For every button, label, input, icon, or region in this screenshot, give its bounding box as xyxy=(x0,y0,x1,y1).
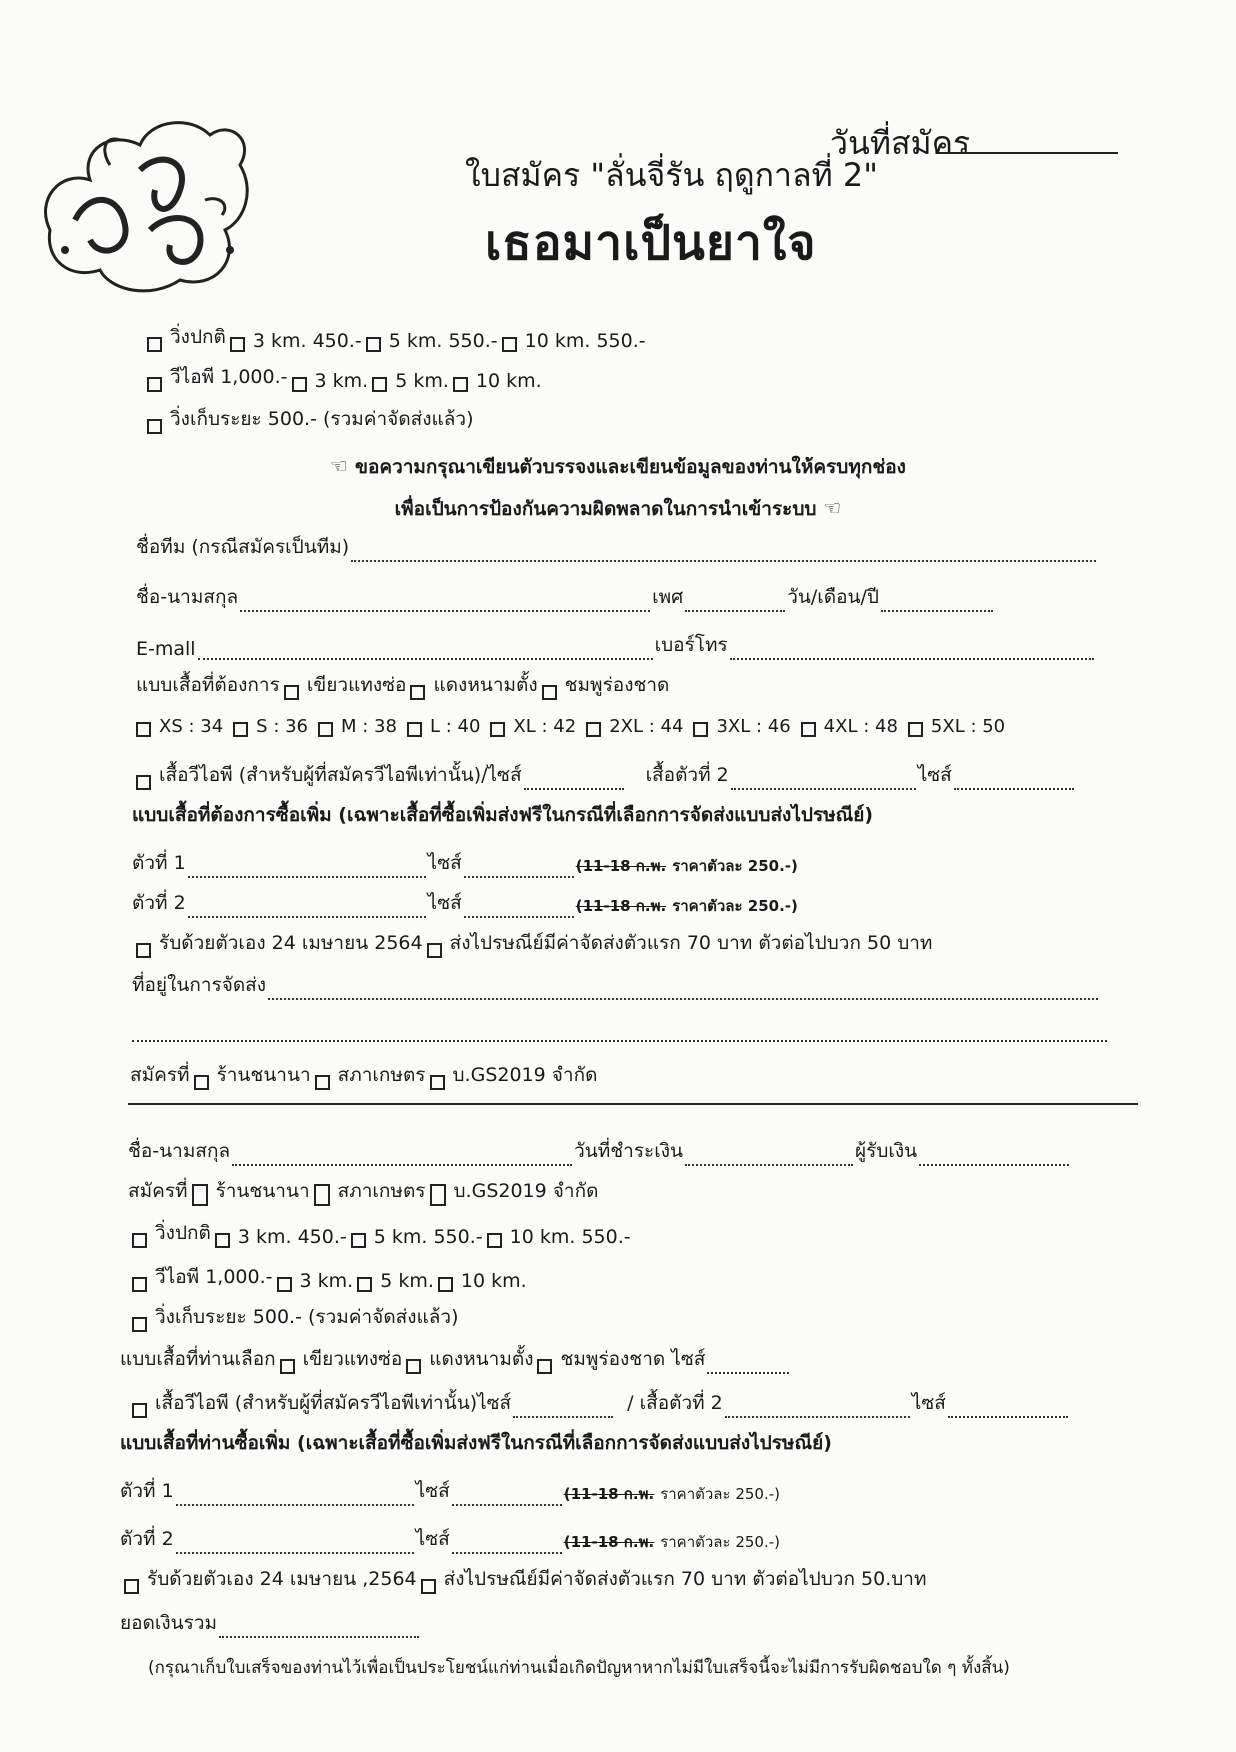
instruction-line2 xyxy=(0,494,1236,524)
receipt-normal-run-checkbox[interactable] xyxy=(132,1233,147,1248)
virtual-run-checkbox[interactable] xyxy=(147,419,162,434)
receipt-vip-km10-label: 10 km. xyxy=(460,1270,527,1292)
vip-shirt-label: เสื้อวีไอพี (สำหรับผู้ที่สมัครวีไอพีเท่านั้น)/ไซส์ xyxy=(159,764,522,786)
extra-item1-label: ตัวที่ 1 xyxy=(132,852,186,874)
receipt-virtual-label: วิ่งเก็บระยะ 500.- (รวมค่าจัดส่งแล้ว) xyxy=(155,1306,459,1328)
vip-options-row xyxy=(143,362,542,392)
receipt-delivery-row xyxy=(120,1564,926,1594)
receipt-shop2-label: สภาเกษตร xyxy=(337,1180,426,1202)
vip-km3-checkbox[interactable] xyxy=(292,377,307,392)
receipt-item2-price: ราคาตัวละ 250.-) xyxy=(660,1533,780,1551)
dob-label: วัน/เดือน/ปี xyxy=(787,586,879,608)
extra-item2-price: ราคาตัวละ 250.-) xyxy=(672,897,798,915)
vip-km5-checkbox[interactable] xyxy=(372,377,387,392)
shop2-label: สภาเกษตร xyxy=(337,1064,426,1086)
km3-checkbox[interactable] xyxy=(230,337,245,352)
size-label: S : 36 xyxy=(256,716,309,737)
receipt-item1-size-field[interactable] xyxy=(452,1486,562,1506)
receipt-vip-shirt-label: เสื้อวีไอพี (สำหรับผู้ที่สมัครวีไอพีเท่านั้น)ไซส์ xyxy=(155,1392,512,1414)
receipt-vip-km5-label: 5 km. xyxy=(380,1270,434,1292)
section-divider xyxy=(128,1103,1138,1105)
shop3-checkbox[interactable] xyxy=(430,1075,445,1090)
receipt-footer-text: (กรุณาเก็บใบเสร็จของท่านไว้เพื่อเป็นประโยชน์แก่ท่านเมื่อเกิดปัญหาหากไม่มีใบเสร็จนี้จะไม่มีการรับผิดชอบใด ๆ ทั้งสิ้น) xyxy=(148,1658,1010,1678)
size-label: 4XL : 48 xyxy=(823,716,898,737)
receipt-item2-date-note: (11-18 ก.พ. xyxy=(563,1533,655,1551)
fullname-field[interactable] xyxy=(240,592,650,612)
size-checkbox[interactable] xyxy=(233,722,248,737)
post-label: ส่งไปรษณีย์มีค่าจัดส่งตัวแรก 70 บาท ตัวต่อไปบวก 50 บาท xyxy=(449,932,933,954)
receipt-total-label: ยอดเงินรวม xyxy=(120,1612,218,1634)
size-label: XS : 34 xyxy=(159,716,224,737)
shirt-style-row xyxy=(136,670,669,700)
pointing-hand-icon: ☜ xyxy=(330,454,355,478)
application-date-label: วันที่สมัคร xyxy=(830,124,971,162)
color-pink-checkbox[interactable] xyxy=(542,685,557,700)
receipt-km5-checkbox[interactable] xyxy=(351,1233,366,1248)
vip-km10-checkbox[interactable] xyxy=(453,377,468,392)
receipt-vip-shirt-row xyxy=(128,1388,1070,1418)
instruction-text1: ขอความกรุณาเขียนตัวบรรจงและเขียนข้อมูลของท่านให้ครบทุกช่อง xyxy=(354,456,906,478)
receipt-vip-shirt-checkbox[interactable] xyxy=(132,1403,147,1418)
size-label: 3XL : 46 xyxy=(716,716,791,737)
receipt-apply-at-row xyxy=(128,1176,598,1206)
instruction-text2: เพื่อเป็นการป้องกันความผิดพลาดในการนำเข้าระบบ xyxy=(394,498,817,520)
receipt-post-label: ส่งไปรษณีย์มีค่าจัดส่งตัวแรก 70 บาท ตัวต่อไปบวก 50.บาท xyxy=(443,1568,927,1590)
receipt-normal-run-label: วิ่งปกติ xyxy=(155,1222,211,1244)
receipt-vip-row xyxy=(128,1262,527,1292)
receipt-fullname-field[interactable] xyxy=(232,1146,572,1166)
email-label: E-mall xyxy=(136,638,196,660)
normal-run-label: วิ่งปกติ xyxy=(170,326,226,348)
receipt-pickup-checkbox[interactable] xyxy=(124,1579,139,1594)
receipt-km5-label: 5 km. 550.- xyxy=(373,1226,483,1248)
receipt-item1-date-note: (11-18 ก.พ. xyxy=(563,1485,655,1503)
receipt-color-red-checkbox[interactable] xyxy=(406,1359,421,1374)
receipt-item1-label: ตัวที่ 1 xyxy=(120,1480,174,1502)
receipt-shirt-style-label: แบบเสื้อที่ท่านเลือก xyxy=(120,1348,276,1370)
receipt-item2-label: ตัวที่ 2 xyxy=(120,1528,174,1550)
receipt-receiver-field[interactable] xyxy=(919,1146,1069,1166)
color-green-checkbox[interactable] xyxy=(284,685,299,700)
pointing-hand-icon: ☜ xyxy=(816,496,842,520)
fullname-row xyxy=(136,582,995,612)
shop1-checkbox[interactable] xyxy=(194,1075,209,1090)
color-red-label: แดงหนามตั้ง xyxy=(433,674,538,696)
receipt-race-row xyxy=(128,1218,631,1248)
shop2-checkbox[interactable] xyxy=(315,1075,330,1090)
size-options-row xyxy=(132,716,1011,737)
receipt-shirt-size-field[interactable] xyxy=(707,1354,789,1374)
receipt-shop1-checkbox[interactable] xyxy=(192,1184,208,1206)
extra-item1-field[interactable] xyxy=(188,858,426,878)
form-subtitle: เธอมาเป็นยาใจ xyxy=(485,215,817,271)
receipt-shop3-label: บ.GS2019 จำกัด xyxy=(453,1180,599,1202)
shop3-label: บ.GS2019 จำกัด xyxy=(452,1064,598,1086)
receipt-paydate-label: วันที่ชำระเงิน xyxy=(574,1140,684,1162)
size-checkbox[interactable] xyxy=(407,722,422,737)
receipt-vip-km3-label: 3 km. xyxy=(299,1270,354,1292)
receipt-item2-field[interactable] xyxy=(176,1534,414,1554)
receipt-color-pink-checkbox[interactable] xyxy=(537,1359,552,1374)
gender-label: เพศ xyxy=(652,586,684,608)
extra-item1-size-field[interactable] xyxy=(464,858,574,878)
extra-item2-label: ตัวที่ 2 xyxy=(132,892,186,914)
extra-item1-row xyxy=(132,848,798,878)
vip-label: วีไอพี 1,000.- xyxy=(170,366,288,388)
receipt-km10-label: 10 km. 550.- xyxy=(509,1226,631,1248)
application-date-field[interactable] xyxy=(938,152,1118,154)
receipt-virtual-row xyxy=(128,1302,459,1332)
receipt-vip-checkbox[interactable] xyxy=(132,1277,147,1292)
color-red-checkbox[interactable] xyxy=(410,685,425,700)
extra-item2-size-label: ไซส์ xyxy=(427,892,462,914)
instruction-line1 xyxy=(0,452,1236,482)
size-label: XL : 42 xyxy=(513,716,577,737)
apply-at-label: สมัครที่ xyxy=(130,1064,190,1086)
shop1-label: ร้านชนานา xyxy=(216,1064,311,1086)
km5-label: 5 km. 550.- xyxy=(388,330,498,352)
fullname-label: ชื่อ-นามสกุล xyxy=(136,586,239,608)
extra-item1-size-label: ไซส์ xyxy=(427,852,462,874)
size-checkbox[interactable] xyxy=(136,722,151,737)
team-name-label: ชื่อทีม (กรณีสมัครเป็นทีม) xyxy=(136,536,350,558)
address-row xyxy=(132,970,1100,1000)
lanjee-run-logo xyxy=(30,110,255,300)
virtual-run-label: วิ่งเก็บระยะ 500.- (รวมค่าจัดส่งแล้ว) xyxy=(170,408,474,430)
size-label: 5XL : 50 xyxy=(930,716,1006,737)
delivery-row xyxy=(132,928,932,958)
gender-field[interactable] xyxy=(685,592,785,612)
receipt-item2-size-field[interactable] xyxy=(452,1534,562,1554)
size-checkbox[interactable] xyxy=(490,722,505,737)
color-green-label: เขียวแทงซ่อ xyxy=(306,674,407,696)
vip-km3-label: 3 km. xyxy=(314,370,369,392)
apply-at-row xyxy=(130,1060,597,1090)
receipt-color-red-label: แดงหนามตั้ง xyxy=(429,1348,534,1370)
receipt-km3-label: 3 km. 450.- xyxy=(237,1226,347,1248)
receipt-total-field[interactable] xyxy=(219,1618,419,1638)
receipt-total-row xyxy=(120,1608,421,1638)
receipt-extra-title-text: แบบเสื้อที่ท่านซื้อเพิ่ม (เฉพาะเสื้อที่ซื้อเพิ่มส่งฟรีในกรณีที่เลือกการจัดส่งแบบส่งไปรษณีย์) xyxy=(120,1432,832,1454)
team-name-row xyxy=(136,532,1098,562)
receipt-item2-row xyxy=(120,1524,780,1554)
receipt-fullname-row xyxy=(128,1136,1071,1166)
shirt2-field[interactable] xyxy=(731,770,916,790)
receipt-shop1-label: ร้านชนานา xyxy=(215,1180,310,1202)
size-checkbox[interactable] xyxy=(801,722,816,737)
race-options-row xyxy=(143,322,646,352)
vip-checkbox[interactable] xyxy=(147,377,162,392)
extra-item2-date-note: (11-18 ก.พ. xyxy=(575,897,667,915)
email-row xyxy=(136,630,1096,660)
receipt-vip-km5-checkbox[interactable] xyxy=(357,1277,372,1292)
extra-shirt-title xyxy=(132,800,873,830)
dob-field[interactable] xyxy=(881,592,993,612)
shirt2-size-field[interactable] xyxy=(954,770,1074,790)
team-name-field[interactable] xyxy=(351,542,1096,562)
receipt-vip-km10-checkbox[interactable] xyxy=(438,1277,453,1292)
size-checkbox[interactable] xyxy=(908,722,923,737)
extra-item1-price: ราคาตัวละ 250.-) xyxy=(672,857,798,875)
receipt-virtual-checkbox[interactable] xyxy=(132,1317,147,1332)
receipt-shop2-checkbox[interactable] xyxy=(314,1184,330,1206)
address-field[interactable] xyxy=(268,980,1098,1000)
extra-item2-row xyxy=(132,888,798,918)
receipt-paydate-field[interactable] xyxy=(685,1146,853,1166)
shirt-style-label: แบบเสื้อที่ต้องการ xyxy=(136,674,280,696)
extra-item2-field[interactable] xyxy=(188,898,426,918)
receipt-vip-label: วีไอพี 1,000.- xyxy=(155,1266,273,1288)
vip-km10-label: 10 km. xyxy=(475,370,542,392)
km5-checkbox[interactable] xyxy=(366,337,381,352)
size-label: 2XL : 44 xyxy=(609,716,684,737)
pickup-checkbox[interactable] xyxy=(136,943,151,958)
post-checkbox[interactable] xyxy=(427,943,442,958)
size-checkbox[interactable] xyxy=(318,722,333,737)
receipt-vip-shirt-size-field[interactable] xyxy=(513,1398,613,1418)
shirt2-label: เสื้อตัวที่ 2 xyxy=(645,764,729,786)
receipt-receiver-label: ผู้รับเงิน xyxy=(855,1140,918,1162)
receipt-vip-km3-checkbox[interactable] xyxy=(277,1277,292,1292)
form-title: ใบสมัคร "ลั่นจี่รัน ฤดูกาลที่ 2" xyxy=(465,156,878,194)
receipt-item2-size-label: ไซส์ xyxy=(415,1528,450,1550)
receipt-footer xyxy=(148,1654,1010,1681)
receipt-km10-checkbox[interactable] xyxy=(487,1233,502,1248)
extra-shirt-title-text: แบบเสื้อที่ต้องการซื้อเพิ่ม (เฉพาะเสื้อที่ซื้อเพิ่มส่งฟรีในกรณีที่เลือกการจัดส่งแบบส่งไปรษณีย์) xyxy=(132,804,874,826)
address-field-line2[interactable] xyxy=(132,1040,1107,1042)
shirt2-size-label: ไซส์ xyxy=(917,764,952,786)
receipt-shirt2-size-field[interactable] xyxy=(948,1398,1068,1418)
receipt-color-green-label: เขียวแทงซ่อ xyxy=(302,1348,403,1370)
extra-item2-size-field[interactable] xyxy=(464,898,574,918)
receipt-color-pink-label: ชมพูร่องชาด xyxy=(560,1348,666,1370)
receipt-apply-at-label: สมัครที่ xyxy=(128,1180,188,1202)
size-checkbox[interactable] xyxy=(586,722,601,737)
receipt-post-checkbox[interactable] xyxy=(421,1579,436,1594)
vip-shirt-row xyxy=(132,760,1076,790)
receipt-item1-row xyxy=(120,1476,780,1506)
receipt-shop3-checkbox[interactable] xyxy=(430,1184,446,1206)
address-label: ที่อยู่ในการจัดส่ง xyxy=(132,974,267,996)
size-label: M : 38 xyxy=(341,716,397,737)
km10-checkbox[interactable] xyxy=(502,337,517,352)
receipt-item1-price: ราคาตัวละ 250.-) xyxy=(660,1485,780,1503)
extra-item1-date-note: (11-18 ก.พ. xyxy=(575,857,667,875)
receipt-shirt2-size-label: ไซส์ xyxy=(911,1392,946,1414)
receipt-fullname-label: ชื่อ-นามสกุล xyxy=(128,1140,231,1162)
size-checkbox[interactable] xyxy=(693,722,708,737)
km10-label: 10 km. 550.- xyxy=(524,330,646,352)
receipt-extra-title xyxy=(120,1428,832,1458)
email-field[interactable] xyxy=(198,640,653,660)
km3-label: 3 km. 450.- xyxy=(252,330,362,352)
virtual-run-row xyxy=(143,404,474,434)
vip-shirt-size-field[interactable] xyxy=(524,770,624,790)
phone-field[interactable] xyxy=(730,640,1094,660)
receipt-shirt-style-row xyxy=(120,1344,791,1374)
normal-run-checkbox[interactable] xyxy=(147,337,162,352)
receipt-item1-field[interactable] xyxy=(176,1486,414,1506)
receipt-shirt2-label: / เสื้อตัวที่ 2 xyxy=(627,1392,723,1414)
receipt-km3-checkbox[interactable] xyxy=(215,1233,230,1248)
phone-label: เบอร์โทร xyxy=(654,634,728,656)
pickup-label: รับด้วยตัวเอง 24 เมษายน 2564 xyxy=(159,932,423,954)
color-pink-label: ชมพูร่องชาด xyxy=(564,674,670,696)
receipt-pickup-label: รับด้วยตัวเอง 24 เมษายน ,2564 xyxy=(147,1568,417,1590)
receipt-item1-size-label: ไซส์ xyxy=(415,1480,450,1502)
vip-shirt-checkbox[interactable] xyxy=(136,775,151,790)
receipt-shirt2-field[interactable] xyxy=(725,1398,910,1418)
receipt-shirt-size-label: ไซส์ xyxy=(671,1348,706,1370)
receipt-color-green-checkbox[interactable] xyxy=(280,1359,295,1374)
vip-km5-label: 5 km. xyxy=(395,370,449,392)
size-label: L : 40 xyxy=(429,716,481,737)
